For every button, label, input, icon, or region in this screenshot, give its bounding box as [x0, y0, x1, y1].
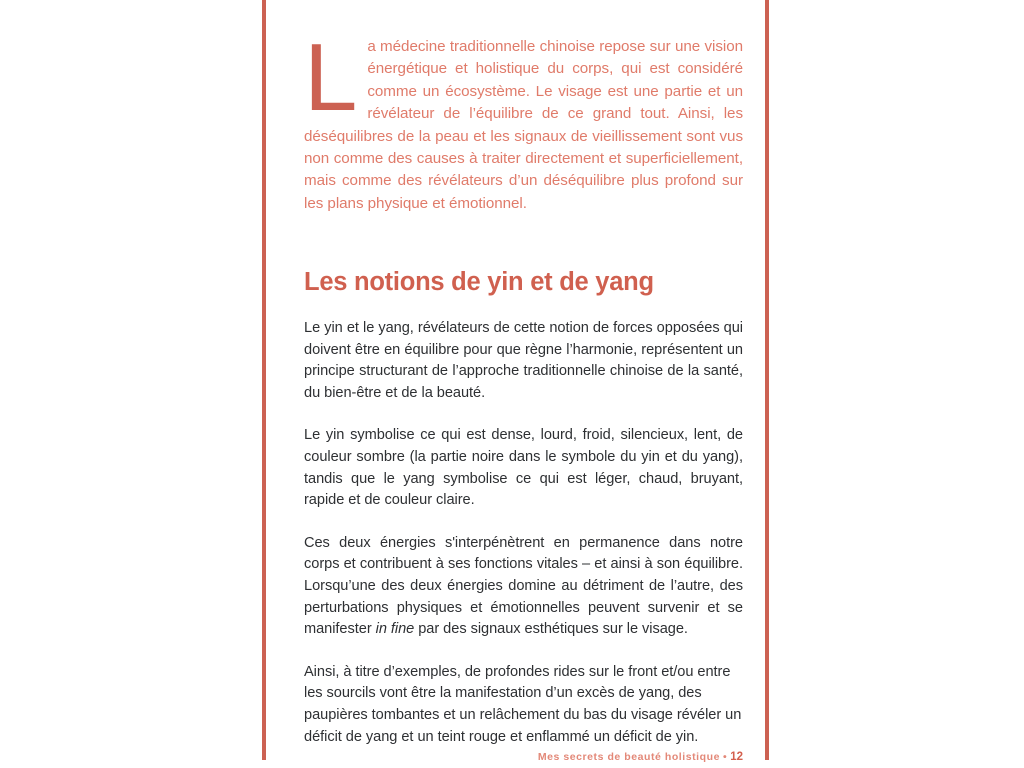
- paragraph-4: Ainsi, à titre d’exemples, de profondes rides sur le front et/ou entre les sourcils vont être la manifestation d’un excès de yang, des paupières tombantes et un relâchement du bas du visage révéler un déficit de yang et un teint rouge et enflammé un déficit de yin.: [304, 663, 742, 745]
- paragraph-3: [304, 533, 743, 641]
- footer-book-title: Mes secrets de beauté holistique: [537, 751, 720, 763]
- paragraph-3-tail: par des signaux esthétiques sur le visage.: [414, 621, 688, 638]
- footer-separator-bullet: •: [722, 751, 728, 763]
- right-margin-rule: [765, 0, 769, 760]
- intro-paragraph-text: a médecine traditionnelle chinoise repose sur une vision énergétique et holistique du corps, qui est considéré comme un écosystème. Le visage est une partie et un révélateur de l’équilibre de ce grand tout. Ainsi, les déséquilibres de la peau et les signaux de vieillissement sont vus non comme des causes à traiter directement et superficiellement, mais comme des révélateurs d’un déséquilibre plus profond sur les plans physique et émotionnel.: [304, 38, 743, 212]
- paragraph-3-lead: Ces deux énergies s'interpénètrent en permanence dans notre corps et contribuent à ses fonctions vitales – et ainsi à son équilibre. Lorsqu’une des deux énergies domine au détriment de l’autre, des perturbations physiques et émotionnelles peuvent survenir et se manifester: [304, 534, 743, 638]
- paragraph-3-emphasis: in fine: [375, 621, 415, 638]
- section-heading: Les notions de yin et de yang: [304, 268, 654, 296]
- page-footer: [304, 750, 743, 764]
- body-copy: [304, 318, 743, 748]
- page-number: 12: [730, 751, 743, 763]
- paragraph-2: Le yin symbolise ce qui est dense, lourd, froid, silencieux, lent, de couleur sombre (la partie noire dans le symbole du yin et du yang), tandis que le yang symbolise ce qui est léger, chaud, bruyant, rapide et de couleur claire.: [304, 427, 743, 509]
- intro-paragraph-block: [304, 24, 743, 215]
- left-margin-rule: [262, 0, 266, 760]
- paragraph-1: Le yin et le yang, révélateurs de cette notion de forces opposées qui doivent être en équilibre pour que règne l’harmonie, représentent un principe structurant de l’approche traditionnelle chinoise de la santé, du bien-être et de la beauté.: [304, 320, 743, 401]
- page-content: [304, 0, 743, 768]
- drop-cap-letter: L: [304, 24, 358, 131]
